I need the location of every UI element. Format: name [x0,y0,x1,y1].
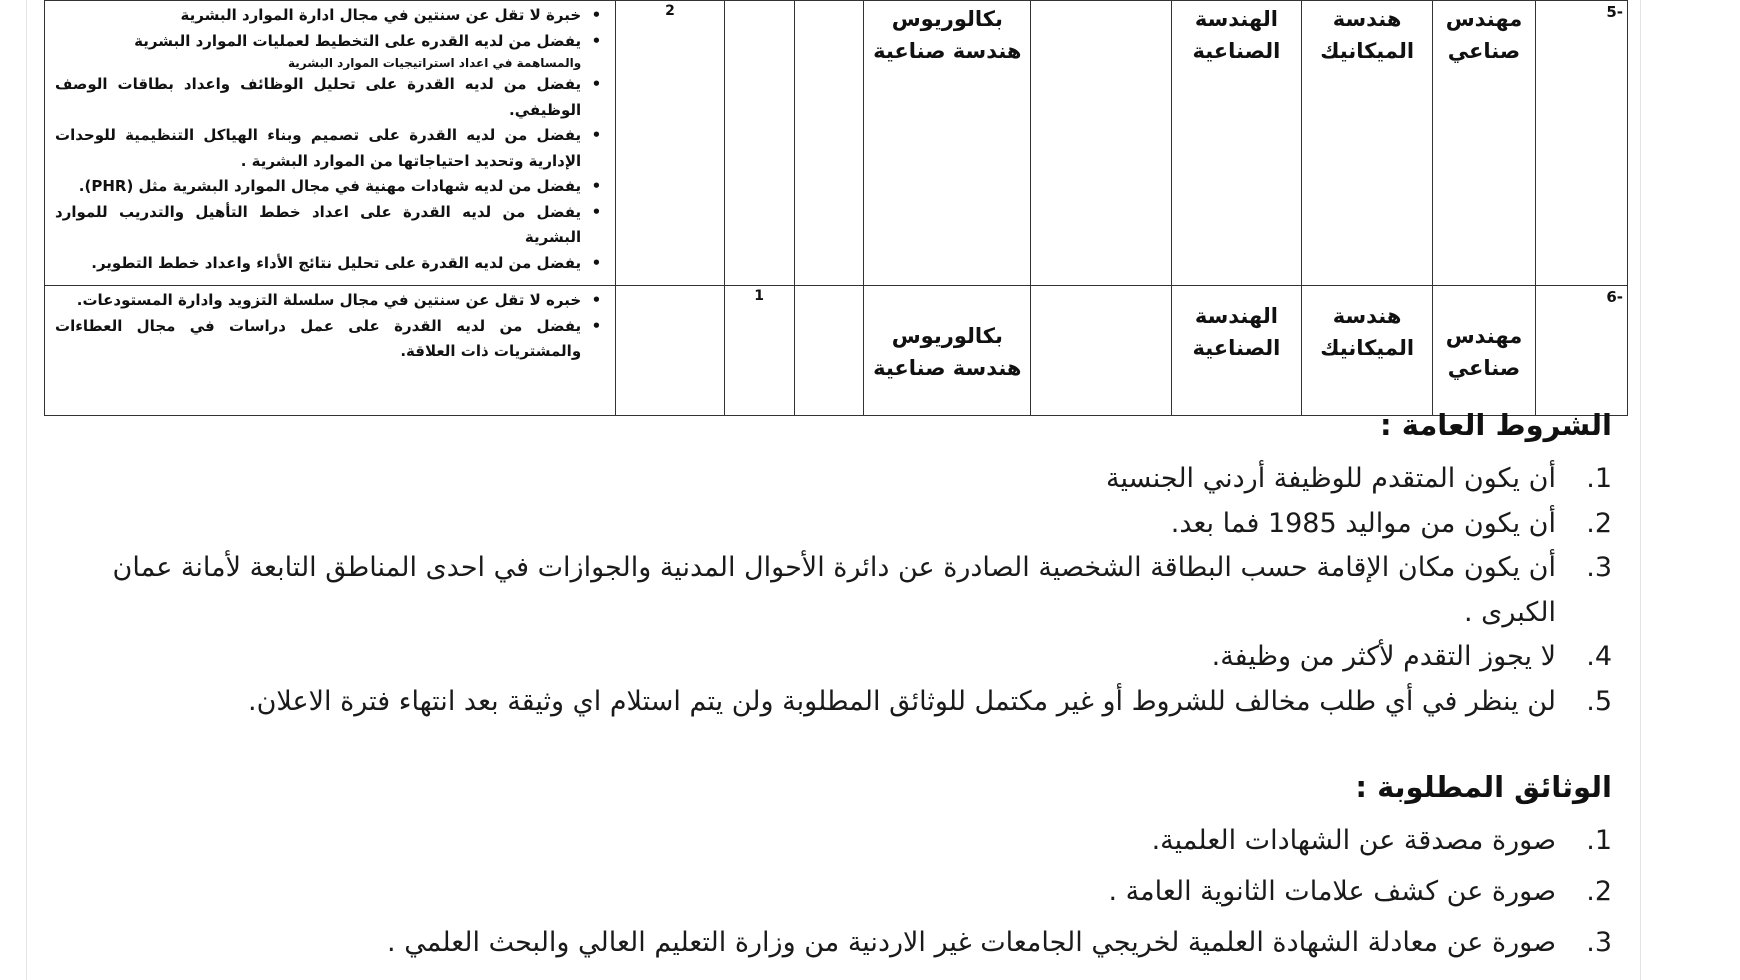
table-row [45,286,1628,416]
requirement-item [55,29,611,73]
job-title-line: صناعي [1447,39,1521,63]
requirements-list [49,3,611,276]
empty-cell [794,1,864,286]
requirement-subtext: والمساهمة في اعداد استراتيجيات الموارد البشرية [288,56,582,70]
job-title-line: مهندس [1445,324,1523,348]
job-title-line: صناعي [1447,356,1521,380]
row-number: -5 [1535,1,1627,286]
specialization [1302,1,1433,286]
degree [864,1,1031,286]
empty-cell [616,286,725,416]
general-conditions-list [82,457,1612,724]
item-text: أن يكون من مواليد 1985 فما بعد. [1170,507,1556,539]
job-title-line: مهندس [1445,7,1523,31]
requirement-text: يفضل من لديه القدره على التخطيط لعمليات الموارد البشرية [134,31,582,50]
table-row [45,1,1628,286]
specialization-line: هندسة [1332,304,1402,328]
item-text: لن ينظر في أي طلب مخالف للشروط أو غير مكتمل للوثائق المطلوبة ولن يتم استلام اي وثيقة بعد انتهاء فترة الاعلان. [248,685,1556,717]
job-title [1433,286,1536,416]
condition-item [82,635,1612,680]
requirements-cell [45,286,616,416]
requirement-item: • خبرة لا تقل عن سنتين في مجال ادارة الموارد البشرية [55,3,611,29]
specialization-line: هندسة [1332,7,1402,31]
item-text: صورة عن معادلة الشهادة العلمية لخريجي الجامعات غير الاردنية من وزارة التعليم العالي والبحث العلمي . [387,927,1556,958]
requirement-item: • خبره لا تقل عن سنتين في مجال سلسلة التزويد وادارة المستودعات. [55,288,611,314]
required-documents-heading: الوثائق المطلوبة : [1355,770,1612,804]
requirements-list [49,288,611,365]
specialization-line: الميكانيك [1320,336,1415,360]
requirement-item: • يفضل من لديه القدرة على اعداد خطط التأهيل والتدريب للموارد البشرية [55,200,611,251]
requirement-item: • يفضل من لديه القدرة على تحليل الوظائف واعداد بطاقات الوصف الوظيفي. [55,72,611,123]
vacancy-count: 2 [616,1,725,286]
page-edge-right [1640,0,1641,980]
row-number: -6 [1535,286,1627,416]
degree-line: هندسة صناعية [873,39,1022,63]
document-item [82,866,1612,917]
major-line: الهندسة [1194,7,1278,31]
degree-line: هندسة صناعية [873,356,1022,380]
item-text: لا يجوز التقدم لأكثر من وظيفة. [1211,641,1556,672]
item-number: .2 [1586,507,1612,539]
jobs-table [44,0,1628,416]
condition-item [82,680,1612,725]
document-item [82,815,1612,866]
empty-cell [1031,1,1171,286]
general-conditions-heading: الشروط العامة : [1380,408,1612,442]
item-number: .4 [1586,641,1612,672]
degree-line: بكالوريوس [891,324,1003,348]
requirement-item: • يفضل من لديه القدرة على تحليل نتائج الأداء واعداد خطط التطوير. [55,251,611,277]
item-number: .1 [1586,825,1612,856]
item-number: .5 [1586,685,1612,717]
major [1171,286,1301,416]
major-line: الصناعية [1192,336,1281,360]
item-number: .2 [1586,876,1612,907]
required-documents-list [82,815,1612,968]
empty-cell [724,1,794,286]
condition-item [82,457,1612,502]
major-line: الهندسة [1194,304,1278,328]
page-edge-left [26,0,27,980]
specialization [1302,286,1433,416]
condition-item [82,546,1612,635]
specialization-line: الميكانيك [1320,39,1415,63]
item-text: صورة عن كشف علامات الثانوية العامة . [1108,876,1556,907]
item-number: .3 [1586,552,1612,583]
empty-cell [1031,286,1171,416]
document-item [82,917,1612,968]
major-line: الصناعية [1192,39,1281,63]
item-text: أن يكون مكان الإقامة حسب البطاقة الشخصية الصادرة عن دائرة الأحوال المدنية والجوازات في احدى المناطق التابعة لأمانة عمان الكبرى . [112,552,1556,628]
item-number: .3 [1586,927,1612,958]
degree-line: بكالوريوس [891,7,1003,31]
empty-cell [794,286,864,416]
item-number: .1 [1586,463,1612,494]
condition-item [82,502,1612,547]
major [1171,1,1301,286]
required-documents-section [82,767,1612,968]
item-text: صورة مصدقة عن الشهادات العلمية. [1151,825,1556,856]
item-text: أن يكون المتقدم للوظيفة أردني الجنسية [1106,463,1556,494]
requirements-cell [45,1,616,286]
requirement-item: • يفضل من لديه القدرة على عمل دراسات في مجال العطاءات والمشتريات ذات العلاقة. [55,314,611,365]
requirement-item: • يفضل من لديه القدرة على تصميم وبناء الهياكل التنظيمية للوحدات الإدارية وتحديد احتياجاتها من الموارد البشرية . [55,123,611,174]
requirement-item: • يفضل من لديه شهادات مهنية في مجال الموارد البشرية مثل (PHR). [55,174,611,200]
vacancy-count: 1 [724,286,794,416]
general-conditions-section [82,405,1612,724]
degree [864,286,1031,416]
job-title [1433,1,1536,286]
